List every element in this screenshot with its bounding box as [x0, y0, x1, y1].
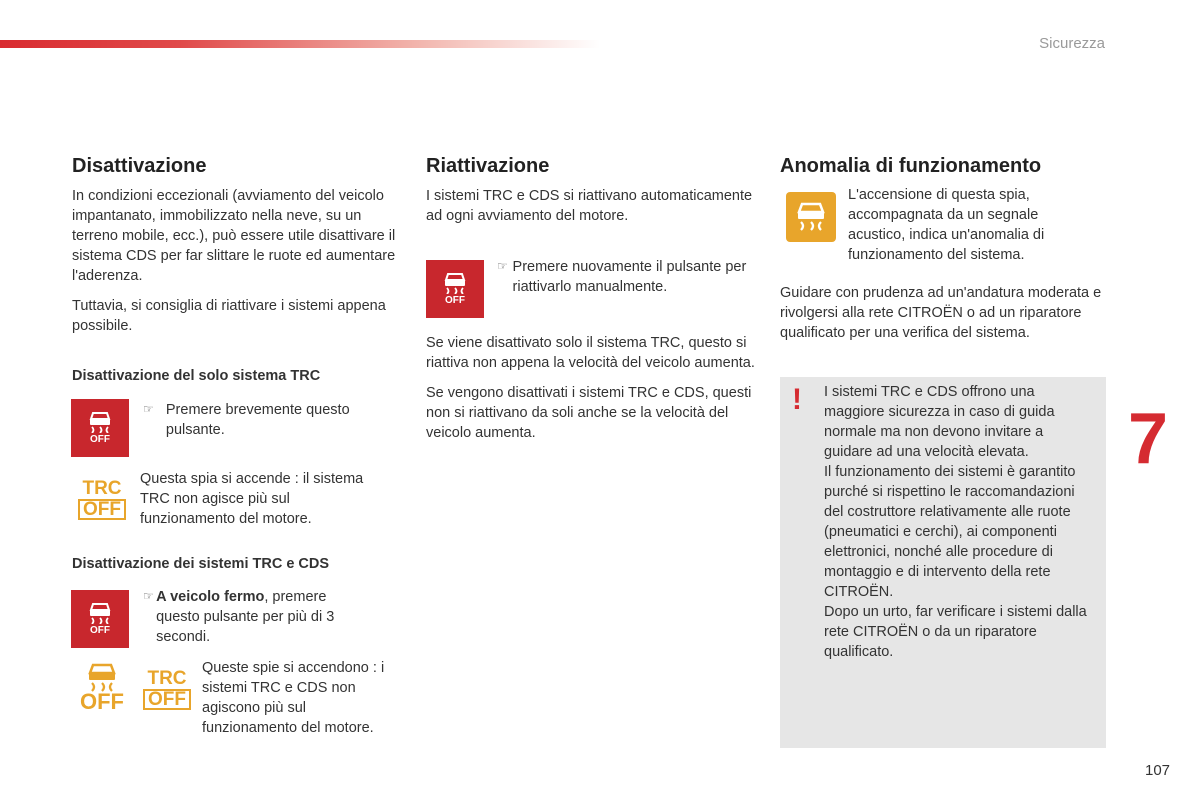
off-label: OFF	[80, 689, 124, 714]
skid-car-icon	[794, 201, 828, 233]
pointing-hand-icon: ☞	[497, 259, 508, 273]
column-riattivazione-notes	[426, 333, 756, 443]
off-label: OFF	[143, 689, 191, 710]
note-both-lamps: Queste spie si accendono : i sistemi TRC e CDS non agiscono più sul funzionamento del motore.	[202, 660, 385, 736]
bullet-text: Premere brevemente questo pulsante.	[165, 402, 350, 438]
heading-anomalia: Anomalia di funzionamento	[780, 155, 1042, 177]
bullet-text	[156, 587, 363, 647]
section-title: Sicurezza	[1039, 35, 1105, 52]
skid-car-icon	[85, 662, 119, 692]
paragraph-trc-only: Se viene disattivato solo il sistema TRC, questo si riattiva non appena la velocità del veicolo aumenta.	[426, 335, 755, 371]
cds-off-button-icon	[426, 260, 484, 318]
trc-off-lamp-icon	[78, 480, 126, 520]
bullet-press-briefly	[143, 400, 383, 440]
bullet-press-again	[497, 257, 747, 297]
heading-riattivazione: Riattivazione	[426, 155, 550, 177]
paragraph-intro: In condizioni eccezionali (avviamento del veicolo impantanato, immobilizzato nella neve, su un terreno mobile, ecc.), può essere utile disattivare il sistema CDS per far slittare le ruote ed aumentare l'aderenza.	[72, 188, 396, 284]
header-color-bar	[0, 40, 600, 48]
cds-off-lamp-icon	[80, 662, 124, 712]
cds-off-button-icon	[71, 590, 129, 648]
paragraph-lamp-meaning: L'accensione di questa spia, accompagnata da un segnale acustico, indica un'anomalia di funzionamento del sistema.	[848, 187, 1045, 263]
warning-text: I sistemi TRC e CDS offrono una maggiore sicurezza in caso di guida normale ma non devono invitare a guidare ad una velocità elevata. Il funzionamento dei sistemi è garantito purché si rispettino le raccomandazioni del costruttore relativamente alle ruote (pneumatici e cerchi), ai componenti elettronici, nonché alle procedure di montaggio e di intervento della rete CITROËN. Dopo un urto, far verificare i sistemi dalla rete CITROËN o da un riparatore qualificato.	[824, 384, 1087, 660]
column-riattivazione	[426, 155, 756, 226]
paragraph-auto-reactivation: I sistemi TRC e CDS si riattivano automaticamente ad ogni avviamento del motore.	[426, 188, 753, 224]
off-label: OFF	[90, 434, 110, 445]
paragraph-trc-cds: Se vengono disattivati i sistemi TRC e CDS, questi non si riattivano da soli anche se la velocità del veicolo aumenta.	[426, 385, 752, 441]
warning-exclamation-icon: !	[792, 383, 802, 416]
bullet-press-long	[143, 587, 363, 647]
trc-label: TRC	[82, 478, 122, 499]
page-number: 107	[1145, 762, 1171, 779]
pointing-hand-icon: ☞	[143, 402, 154, 416]
skid-car-icon	[442, 272, 468, 294]
subheading-trc-cds: Disattivazione dei sistemi TRC e CDS	[72, 556, 330, 572]
warning-note-box	[780, 377, 1106, 748]
paragraph-drive-carefully: Guidare con prudenza ad un'andatura moderata e rivolgersi alla rete CITROËN o ad un riparatore qualificato per una verifica del sistema.	[780, 285, 1102, 341]
heading-disattivazione: Disattivazione	[72, 155, 207, 177]
off-label: OFF	[445, 295, 465, 306]
paragraph-advice: Tuttavia, si consiglia di riattivare i sistemi appena possibile.	[72, 298, 386, 334]
chapter-number: 7	[1128, 399, 1169, 479]
trc-label: TRC	[147, 668, 187, 689]
off-label: OFF	[90, 625, 110, 636]
trc-off-lamp-icon	[143, 670, 191, 710]
column-anomalia	[780, 155, 1110, 186]
skid-car-icon	[87, 411, 113, 433]
subheading-trc-only: Disattivazione del solo sistema TRC	[72, 368, 321, 384]
note-trc-lamp: Questa spia si accende : il sistema TRC non agisce più sul funzionamento del motore.	[140, 471, 364, 527]
skid-car-icon	[87, 602, 113, 624]
pointing-hand-icon: ☞	[143, 589, 154, 603]
bullet-bold-text: A veicolo fermo	[156, 589, 265, 605]
off-label: OFF	[78, 499, 126, 520]
bullet-text: Premere nuovamente il pulsante per riattivarlo manualmente.	[512, 259, 747, 295]
column-disattivazione	[72, 155, 402, 336]
cds-off-button-icon	[71, 399, 129, 457]
bullet-rest-text: , premere questo pulsante per più di 3 secondi.	[156, 589, 335, 645]
cds-fault-lamp-icon	[786, 192, 836, 242]
